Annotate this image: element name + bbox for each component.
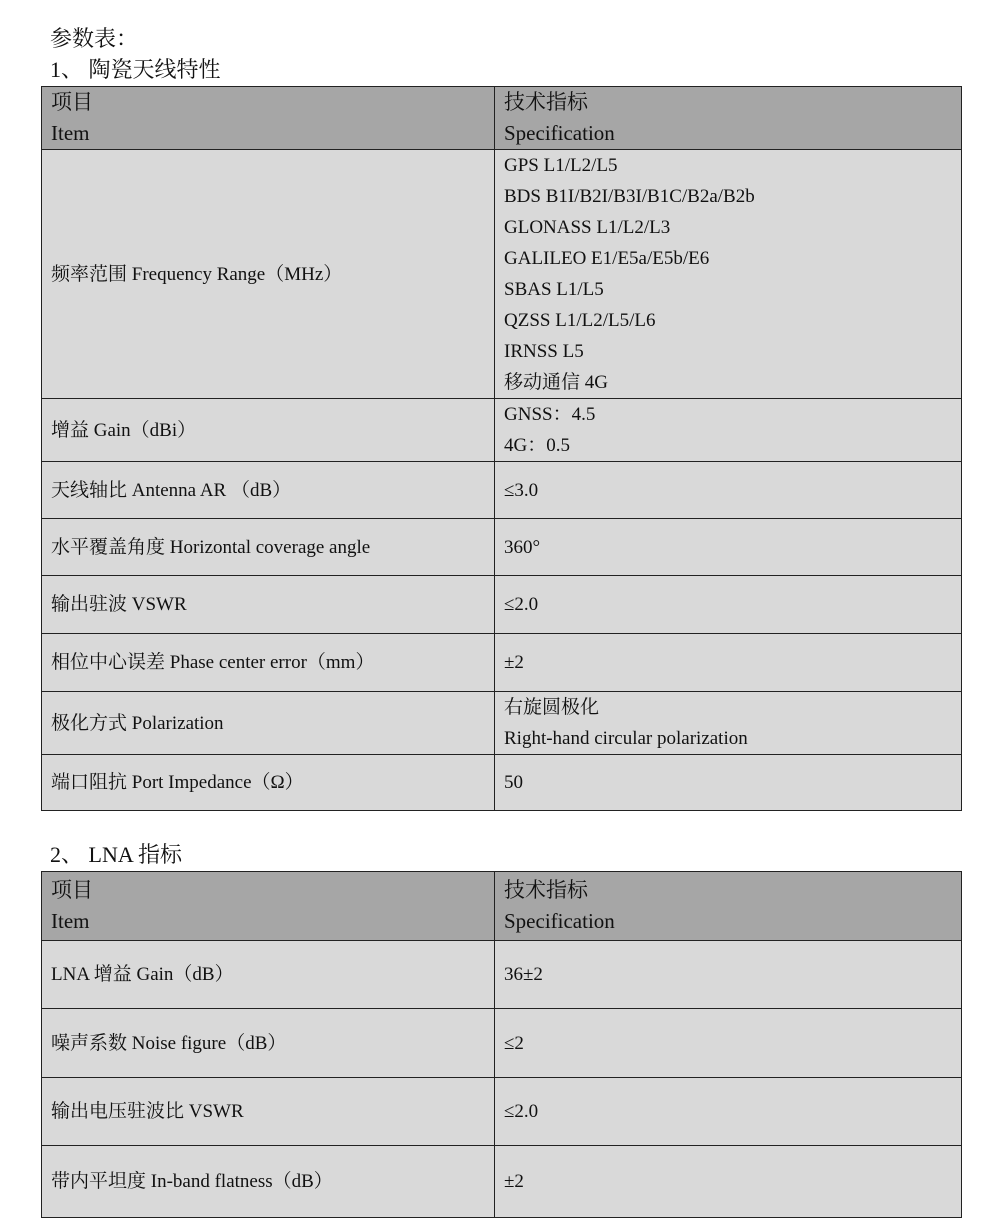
header-spec-en: Specification — [504, 909, 615, 933]
spec-line: SBAS L1/L5 — [504, 279, 604, 300]
section1-heading: 1、 陶瓷天线特性 — [50, 57, 221, 82]
table-row — [42, 755, 962, 811]
spec-cell: ≤2.0 — [495, 576, 962, 634]
table-row — [42, 1078, 962, 1146]
item-cell: 天线轴比 Antenna AR （dB） — [42, 462, 495, 519]
header-spec-cn: 技术指标 — [504, 90, 588, 114]
spec-line: GNSS：4.5 — [504, 404, 596, 425]
item-cell: 相位中心误差 Phase center error（mm） — [42, 634, 495, 692]
item-cell: 频率范围 Frequency Range（MHz） — [42, 150, 495, 399]
spec-cell: 50 — [495, 755, 962, 811]
table-row — [42, 399, 962, 462]
header-item-cell — [42, 872, 495, 941]
spec-cell: ≤3.0 — [495, 462, 962, 519]
item-cell: 输出驻波 VSWR — [42, 576, 495, 634]
table-row — [42, 462, 962, 519]
spec-cell: 360° — [495, 519, 962, 576]
header-item-en: Item — [51, 121, 90, 145]
item-cell: 噪声系数 Noise figure（dB） — [42, 1009, 495, 1078]
table-row — [42, 941, 962, 1009]
spec-line: GLONASS L1/L2/L3 — [504, 217, 671, 238]
section2-heading: 2、 LNA 指标 — [50, 842, 183, 867]
spec-line: 4G：0.5 — [504, 435, 570, 456]
table-row — [42, 576, 962, 634]
table-row — [42, 1009, 962, 1078]
header-spec-cell — [495, 87, 962, 150]
spec-cell: ±2 — [495, 634, 962, 692]
table-row — [42, 692, 962, 755]
item-cell: 输出电压驻波比 VSWR — [42, 1078, 495, 1146]
header-spec-en: Specification — [504, 121, 615, 145]
spec-line: BDS B1I/B2I/B3I/B1C/B2a/B2b — [504, 186, 755, 207]
spec-line: GPS L1/L2/L5 — [504, 155, 618, 176]
spec-cell: ≤2.0 — [495, 1078, 962, 1146]
item-cell: 端口阻抗 Port Impedance（Ω） — [42, 755, 495, 811]
header-item-cn: 项目 — [51, 90, 93, 114]
item-cell: LNA 增益 Gain（dB） — [42, 941, 495, 1009]
spec-line: 移动通信 4G — [504, 372, 608, 393]
spec-cell: ±2 — [495, 1146, 962, 1218]
antenna-spec-table — [41, 86, 962, 811]
header-item-cn: 项目 — [51, 878, 93, 902]
item-cell: 水平覆盖角度 Horizontal coverage angle — [42, 519, 495, 576]
spec-line: Right-hand circular polarization — [504, 728, 748, 749]
table-row — [42, 634, 962, 692]
spec-cell: 36±2 — [495, 941, 962, 1009]
spec-cell — [495, 150, 962, 399]
spec-cell — [495, 692, 962, 755]
header-spec-cn: 技术指标 — [504, 878, 588, 902]
table-row — [42, 150, 962, 399]
table-row — [42, 519, 962, 576]
header-spec-cell — [495, 872, 962, 941]
table-header-row — [42, 87, 962, 150]
item-cell: 极化方式 Polarization — [42, 692, 495, 755]
spec-cell: ≤2 — [495, 1009, 962, 1078]
item-cell: 增益 Gain（dBi） — [42, 399, 495, 462]
table-header-row — [42, 872, 962, 941]
spec-cell — [495, 399, 962, 462]
spec-line: IRNSS L5 — [504, 341, 584, 362]
item-cell: 带内平坦度 In-band flatness（dB） — [42, 1146, 495, 1218]
spec-line: GALILEO E1/E5a/E5b/E6 — [504, 248, 710, 269]
spec-line: 右旋圆极化 — [504, 697, 600, 718]
page-title: 参数表： — [50, 26, 139, 51]
header-item-en: Item — [51, 909, 90, 933]
table-row — [42, 1146, 962, 1218]
spec-line: QZSS L1/L2/L5/L6 — [504, 310, 656, 331]
header-item-cell — [42, 87, 495, 150]
lna-spec-table — [41, 871, 962, 1218]
